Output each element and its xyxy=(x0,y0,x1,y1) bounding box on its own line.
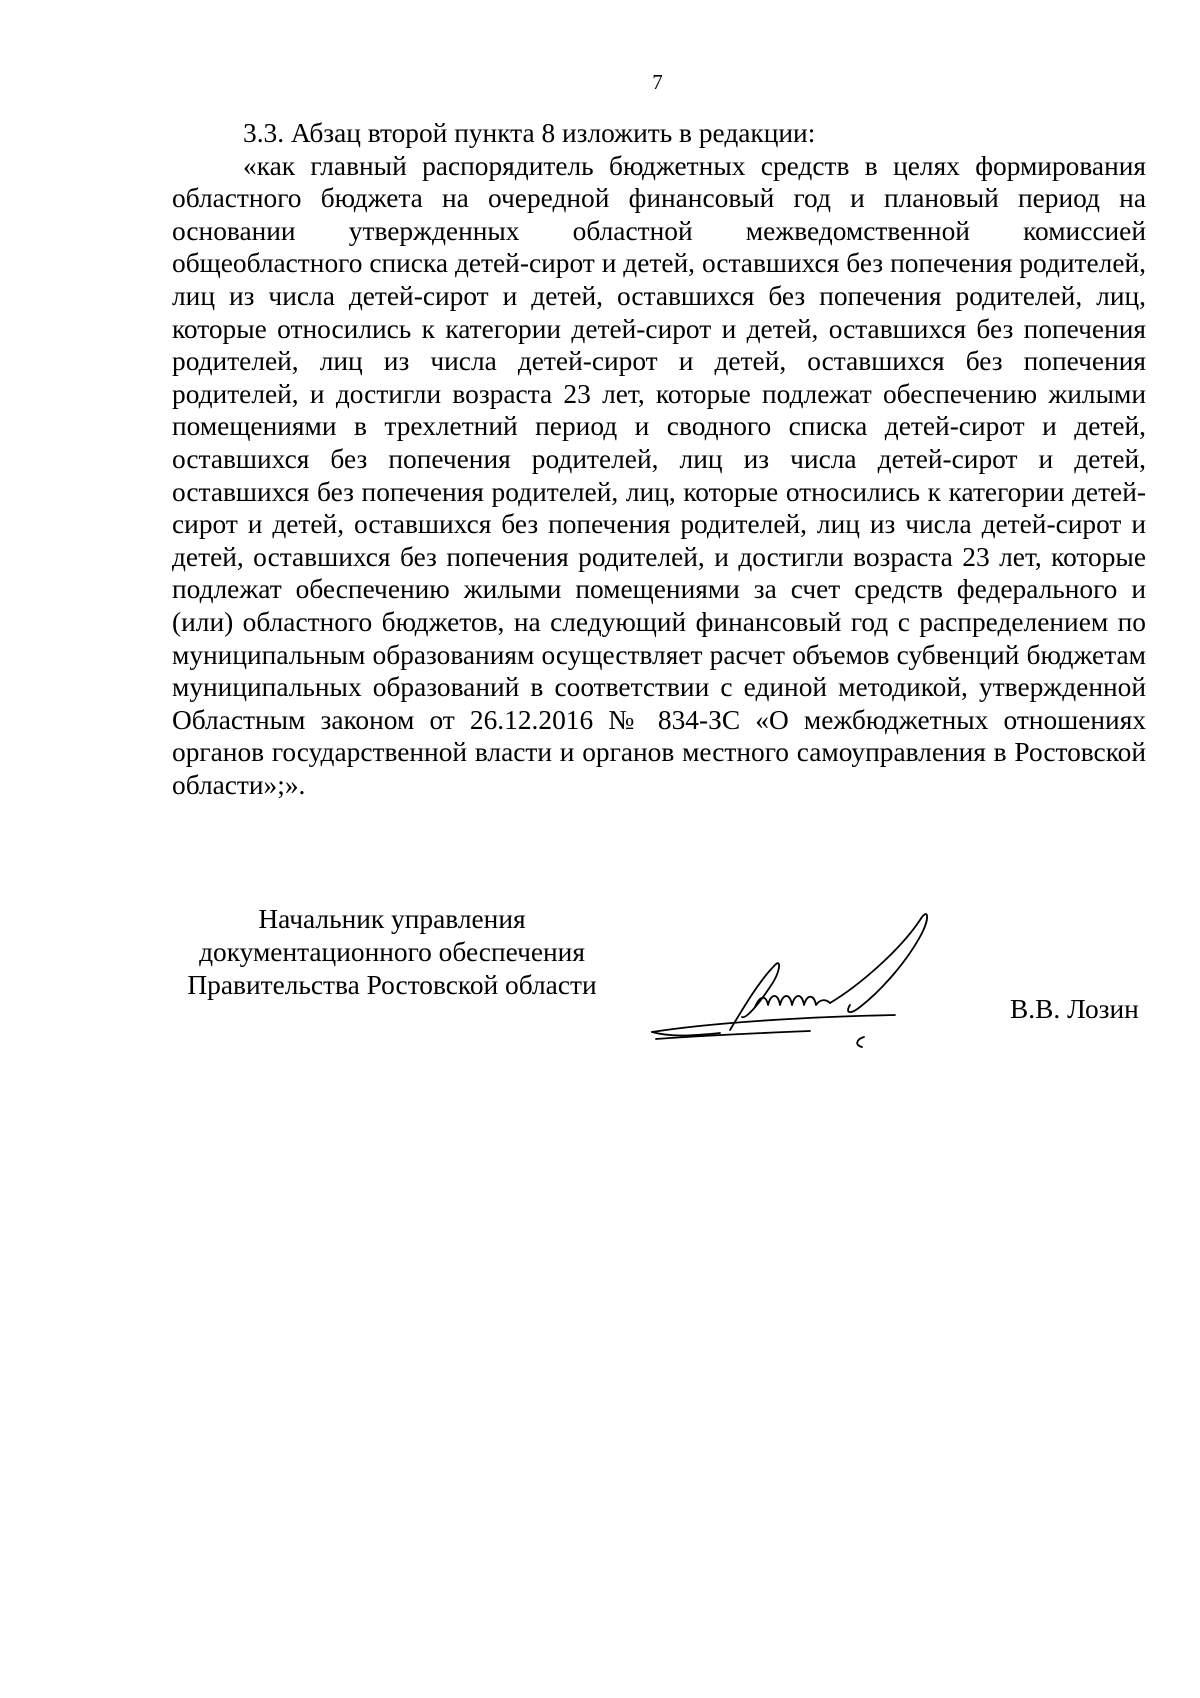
position-line-1: Начальник управления xyxy=(258,904,526,934)
position-line-3: Правительства Ростовской области xyxy=(187,970,597,1000)
signatory-position xyxy=(172,903,612,1002)
position-line-2: документационного обеспечения xyxy=(199,937,585,967)
signer-name: В.В. Лозин xyxy=(1010,994,1139,1024)
document-body xyxy=(172,117,1146,801)
handwritten-signature xyxy=(650,895,980,1055)
page-number: 7 xyxy=(652,70,663,94)
paragraph-heading: 3.3. Абзац второй пункта 8 изложить в редакции: xyxy=(243,118,816,148)
paragraph-amendment-text: «как главный распорядитель бюджетных средств в целях формирования областного бюджета на очередной финансовый год и плановый период на основании утвержденных областной межведомственной комиссией общеобластного списка детей-сирот и детей, оставшихся без попечения родителей, лиц из числа детей-сирот и детей, оставшихся без попечения родителей, лиц, которые относились к категории детей-сирот и детей, оставшихся без попечения родителей, лиц из числа детей-сирот и детей, оставшихся без попечения родителей, и достигли возраста 23 лет, которые подлежат обеспечению жилыми помещениями в трехлетний период и сводного списка детей-сирот и детей, оставшихся без попечения родителей, лиц из числа детей-сирот и детей, оставшихся без попечения родителей, лиц, которые относились к категории детей-сирот и детей, оставшихся без попечения родителей, лиц из числа детей-сирот и детей, оставшихся без попечения родителей, и достигли возраста 23 лет, которые подлежат обеспечению жилыми помещениями за счет средств федерального и (или) областного бюджетов, на следующий финансовый год с распределением по муниципальным образованиям осуществляет расчет объемов субвенций бюджетам муниципальных образований в соответствии с единой методикой, утвержденной Областным законом от 26.12.2016 № 834-ЗС «О межбюджетных отношениях органов государственной власти и органов местного самоуправления в Ростовской области»;». xyxy=(172,150,1146,800)
